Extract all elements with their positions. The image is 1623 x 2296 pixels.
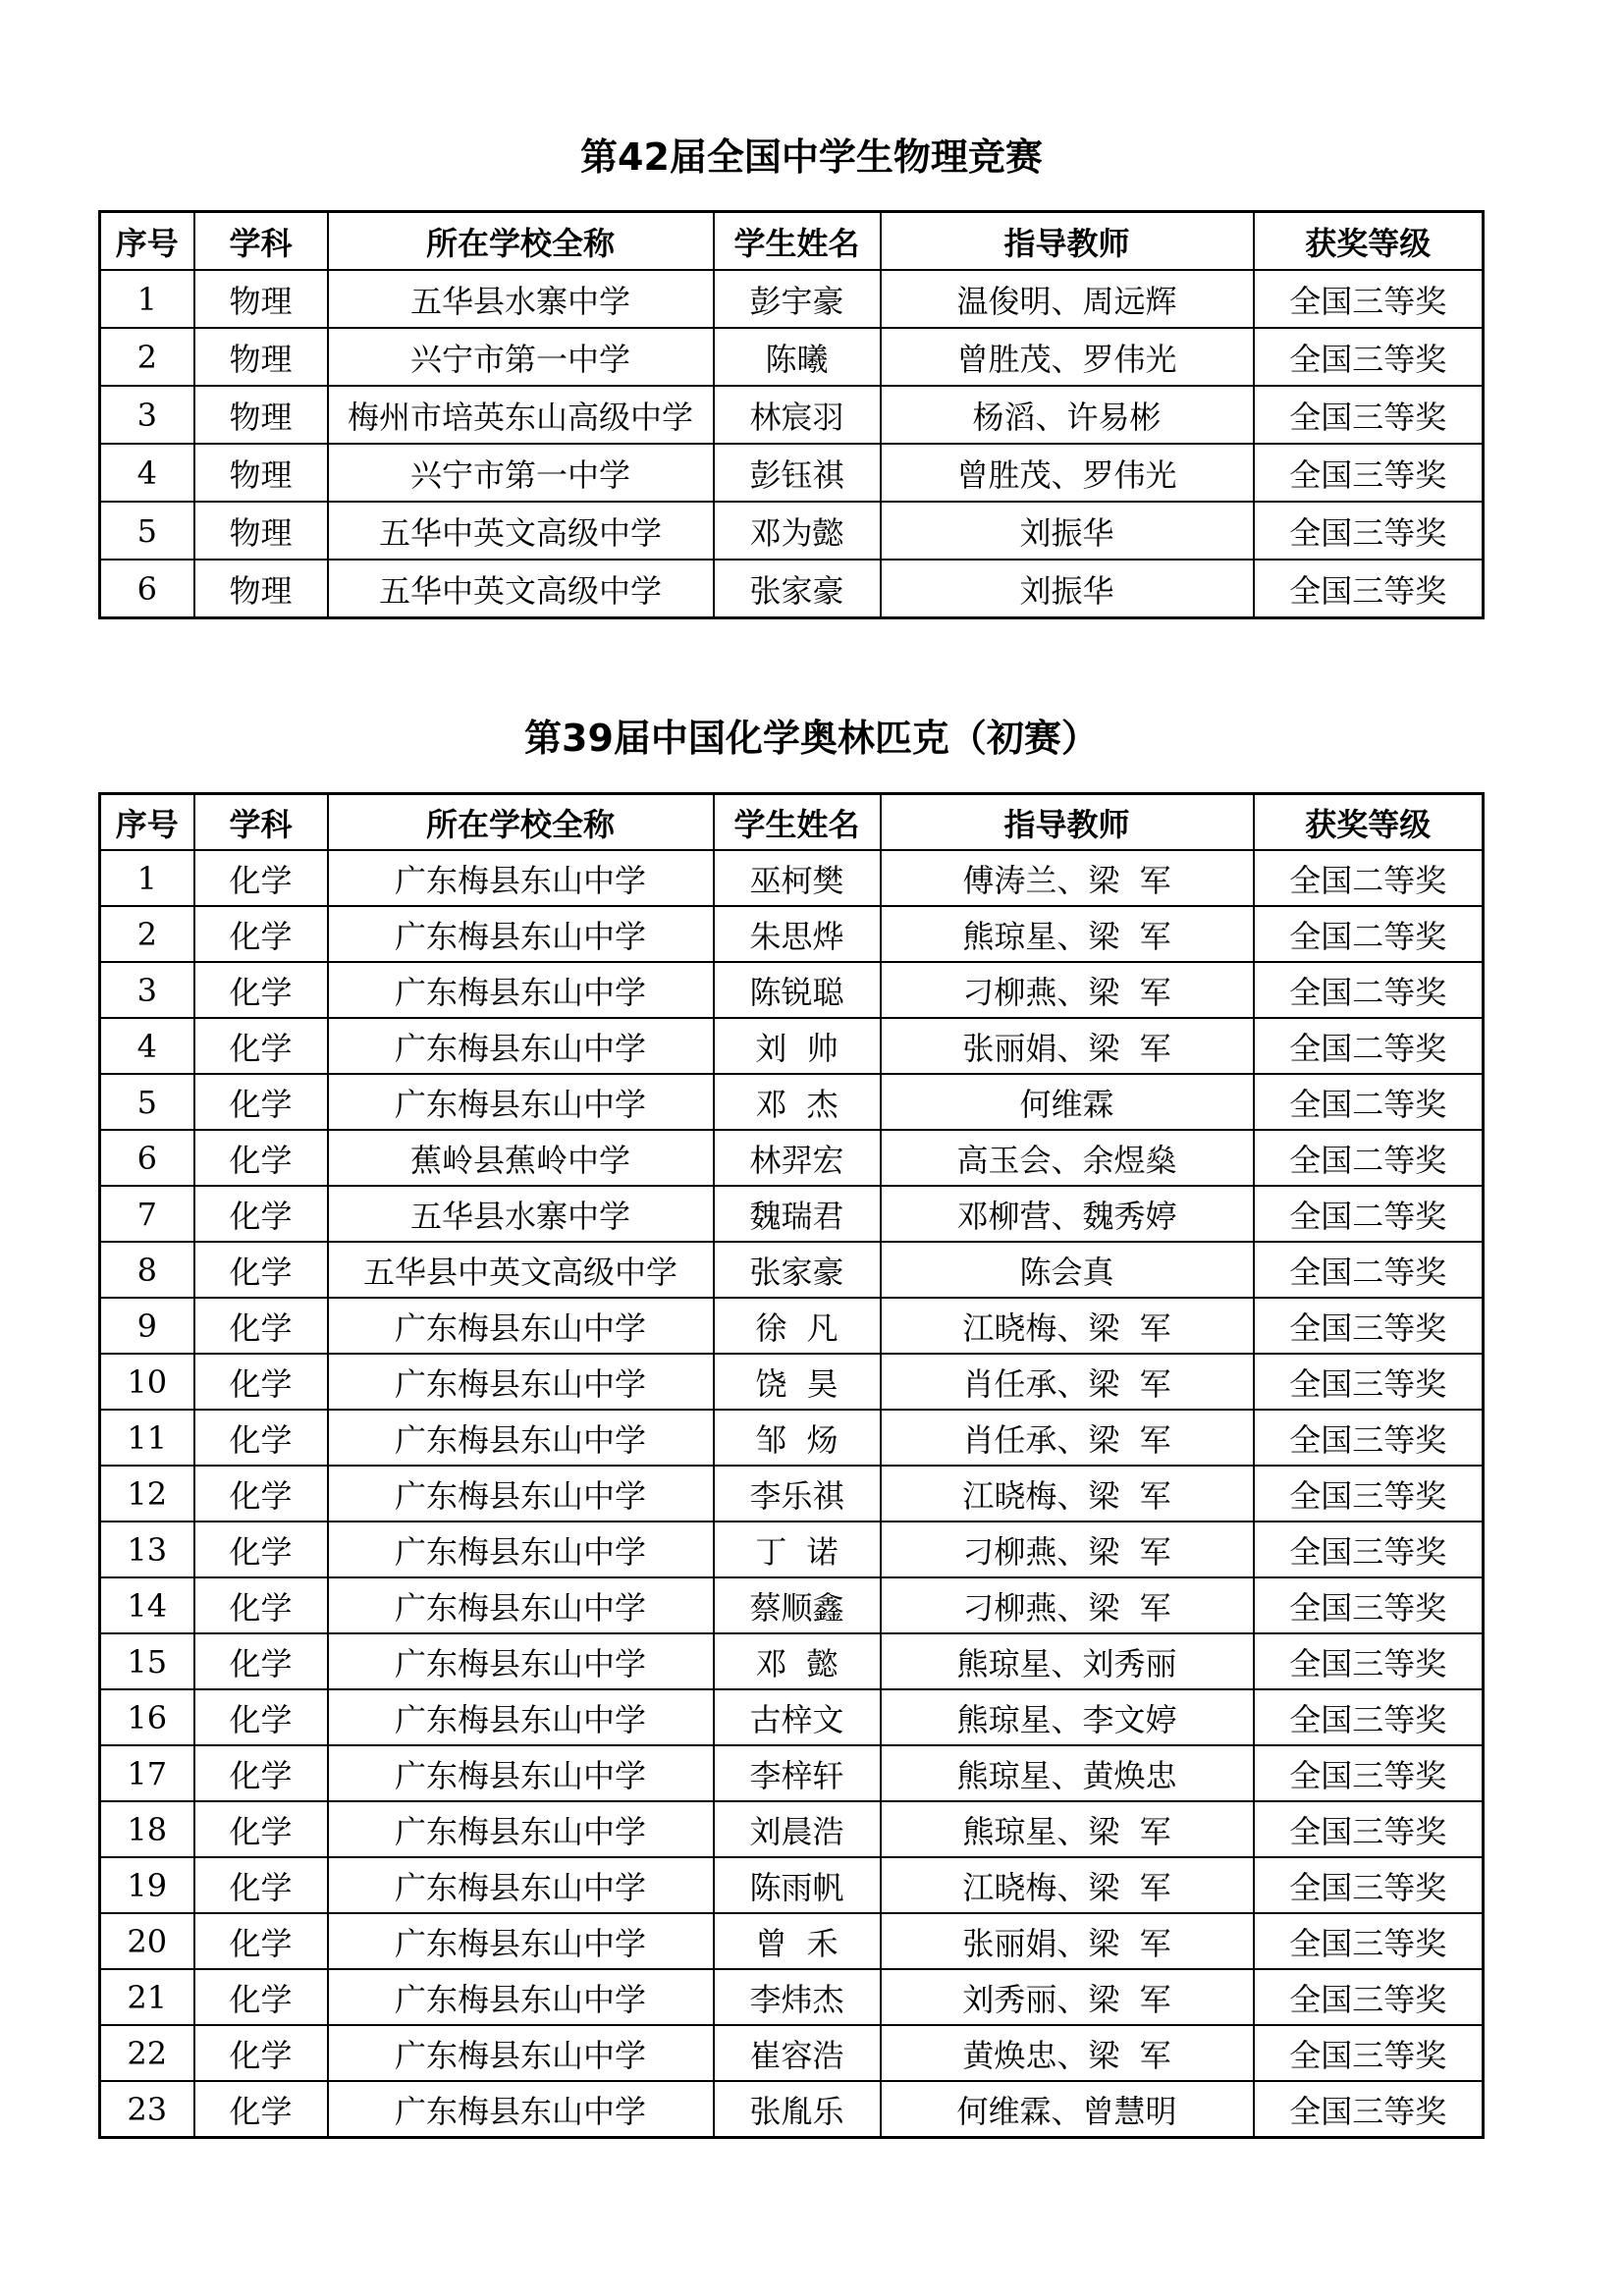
student-cell: 李乐祺 — [714, 1466, 881, 1522]
seq-cell: 5 — [100, 1074, 194, 1130]
award-cell: 全国二等奖 — [1254, 1242, 1484, 1298]
student-cell: 邓 杰 — [714, 1074, 881, 1130]
award-cell: 全国三等奖 — [1254, 1969, 1484, 2025]
school-cell: 五华中英文高级中学 — [328, 560, 714, 618]
student-cell: 蔡顺鑫 — [714, 1577, 881, 1633]
award-cell: 全国三等奖 — [1254, 1689, 1484, 1745]
school-cell: 广东梅县东山中学 — [328, 1018, 714, 1074]
table-row — [100, 1633, 1484, 1689]
school-cell: 广东梅县东山中学 — [328, 2081, 714, 2138]
student-cell: 林羿宏 — [714, 1130, 881, 1186]
subject-cell: 化学 — [194, 1913, 328, 1969]
school-cell: 广东梅县东山中学 — [328, 962, 714, 1018]
subject-cell: 化学 — [194, 1186, 328, 1242]
teacher-cell: 陈会真 — [881, 1242, 1254, 1298]
student-cell: 魏瑞君 — [714, 1186, 881, 1242]
subject-cell: 化学 — [194, 1745, 328, 1801]
award-cell: 全国三等奖 — [1254, 328, 1484, 386]
award-cell: 全国三等奖 — [1254, 1522, 1484, 1577]
table-header-row — [100, 212, 1484, 271]
student-cell: 刘 帅 — [714, 1018, 881, 1074]
school-cell: 广东梅县东山中学 — [328, 1074, 714, 1130]
award-cell: 全国三等奖 — [1254, 1466, 1484, 1522]
award-cell: 全国二等奖 — [1254, 906, 1484, 962]
subject-cell: 化学 — [194, 1298, 328, 1354]
teacher-cell: 刘秀丽、梁 军 — [881, 1969, 1254, 2025]
award-cell: 全国三等奖 — [1254, 2081, 1484, 2138]
table-row — [100, 1242, 1484, 1298]
subject-cell: 物理 — [194, 386, 328, 444]
school-cell: 五华县水寨中学 — [328, 1186, 714, 1242]
table-row — [100, 560, 1484, 618]
seq-cell: 11 — [100, 1410, 194, 1466]
teacher-cell: 江晓梅、梁 军 — [881, 1857, 1254, 1913]
subject-cell: 化学 — [194, 962, 328, 1018]
school-cell: 广东梅县东山中学 — [328, 906, 714, 962]
physics-title: 第42届全国中学生物理竞赛 — [580, 135, 1043, 179]
subject-cell: 化学 — [194, 906, 328, 962]
award-cell: 全国三等奖 — [1254, 444, 1484, 502]
school-header: 所在学校全称 — [328, 212, 714, 271]
teacher-cell: 温俊明、周远辉 — [881, 270, 1254, 328]
student-cell: 曾 禾 — [714, 1913, 881, 1969]
table-row — [100, 444, 1484, 502]
subject-cell: 物理 — [194, 502, 328, 560]
seq-cell: 6 — [100, 560, 194, 618]
seq-cell: 15 — [100, 1633, 194, 1689]
seq-header: 序号 — [100, 212, 194, 271]
seq-cell: 21 — [100, 1969, 194, 2025]
table-row — [100, 1801, 1484, 1857]
table-row — [100, 502, 1484, 560]
teacher-cell: 曾胜茂、罗伟光 — [881, 328, 1254, 386]
subject-cell: 化学 — [194, 1801, 328, 1857]
student-cell: 林宸羽 — [714, 386, 881, 444]
award-cell: 全国二等奖 — [1254, 1130, 1484, 1186]
seq-cell: 10 — [100, 1354, 194, 1410]
subject-cell: 化学 — [194, 1242, 328, 1298]
school-cell: 广东梅县东山中学 — [328, 1522, 714, 1577]
teacher-cell: 曾胜茂、罗伟光 — [881, 444, 1254, 502]
award-cell: 全国三等奖 — [1254, 2025, 1484, 2081]
school-cell: 广东梅县东山中学 — [328, 1913, 714, 1969]
seq-cell: 14 — [100, 1577, 194, 1633]
subject-cell: 化学 — [194, 1074, 328, 1130]
seq-header: 序号 — [100, 794, 194, 851]
school-cell: 广东梅县东山中学 — [328, 1689, 714, 1745]
award-cell: 全国三等奖 — [1254, 1857, 1484, 1913]
award-cell: 全国三等奖 — [1254, 1410, 1484, 1466]
subject-cell: 化学 — [194, 2081, 328, 2138]
table-row — [100, 2025, 1484, 2081]
school-cell: 蕉岭县蕉岭中学 — [328, 1130, 714, 1186]
award-header: 获奖等级 — [1254, 212, 1484, 271]
table-row — [100, 1018, 1484, 1074]
table-row — [100, 1298, 1484, 1354]
award-cell: 全国三等奖 — [1254, 1298, 1484, 1354]
school-cell: 广东梅县东山中学 — [328, 850, 714, 906]
seq-cell: 22 — [100, 2025, 194, 2081]
table-row — [100, 1745, 1484, 1801]
student-cell: 彭钰祺 — [714, 444, 881, 502]
school-cell: 广东梅县东山中学 — [328, 2025, 714, 2081]
teacher-cell: 傅涛兰、梁 军 — [881, 850, 1254, 906]
seq-cell: 2 — [100, 906, 194, 962]
seq-cell: 8 — [100, 1242, 194, 1298]
table-row — [100, 850, 1484, 906]
teacher-cell: 肖任承、梁 军 — [881, 1410, 1254, 1466]
student-cell: 李炜杰 — [714, 1969, 881, 2025]
teacher-cell: 刁柳燕、梁 军 — [881, 1522, 1254, 1577]
student-header: 学生姓名 — [714, 794, 881, 851]
school-cell: 广东梅县东山中学 — [328, 1857, 714, 1913]
seq-cell: 1 — [100, 270, 194, 328]
teacher-cell: 熊琼星、黄焕忠 — [881, 1745, 1254, 1801]
student-cell: 丁 诺 — [714, 1522, 881, 1577]
teacher-cell: 江晓梅、梁 军 — [881, 1466, 1254, 1522]
table-header-row — [100, 794, 1484, 851]
table-row — [100, 1186, 1484, 1242]
table-row — [100, 1466, 1484, 1522]
school-cell: 五华中英文高级中学 — [328, 502, 714, 560]
table-row — [100, 1857, 1484, 1913]
subject-cell: 化学 — [194, 1130, 328, 1186]
teacher-cell: 何维霖 — [881, 1074, 1254, 1130]
seq-cell: 5 — [100, 502, 194, 560]
seq-cell: 20 — [100, 1913, 194, 1969]
teacher-cell: 张丽娟、梁 军 — [881, 1913, 1254, 1969]
award-cell: 全国三等奖 — [1254, 560, 1484, 618]
student-cell: 陈雨帆 — [714, 1857, 881, 1913]
subject-cell: 化学 — [194, 2025, 328, 2081]
student-cell: 饶 昊 — [714, 1354, 881, 1410]
seq-cell: 23 — [100, 2081, 194, 2138]
teacher-cell: 熊琼星、梁 军 — [881, 1801, 1254, 1857]
seq-cell: 3 — [100, 962, 194, 1018]
student-cell: 李梓轩 — [714, 1745, 881, 1801]
table-row — [100, 906, 1484, 962]
seq-cell: 4 — [100, 1018, 194, 1074]
teacher-cell: 何维霖、曾慧明 — [881, 2081, 1254, 2138]
school-header: 所在学校全称 — [328, 794, 714, 851]
seq-cell: 13 — [100, 1522, 194, 1577]
award-cell: 全国二等奖 — [1254, 1018, 1484, 1074]
award-cell: 全国三等奖 — [1254, 1577, 1484, 1633]
seq-cell: 16 — [100, 1689, 194, 1745]
chemistry-title: 第39届中国化学奥林匹克（初赛） — [524, 717, 1099, 760]
seq-cell: 4 — [100, 444, 194, 502]
table-row — [100, 1689, 1484, 1745]
table-row — [100, 1074, 1484, 1130]
subject-cell: 化学 — [194, 1969, 328, 2025]
award-cell: 全国三等奖 — [1254, 502, 1484, 560]
seq-cell: 6 — [100, 1130, 194, 1186]
chemistry-award-table — [98, 792, 1485, 2139]
seq-cell: 12 — [100, 1466, 194, 1522]
teacher-cell: 刘振华 — [881, 502, 1254, 560]
teacher-cell: 张丽娟、梁 军 — [881, 1018, 1254, 1074]
subject-cell: 物理 — [194, 444, 328, 502]
award-cell: 全国三等奖 — [1254, 270, 1484, 328]
table-row — [100, 386, 1484, 444]
student-cell: 张家豪 — [714, 560, 881, 618]
award-cell: 全国三等奖 — [1254, 1801, 1484, 1857]
student-cell: 陈锐聪 — [714, 962, 881, 1018]
school-cell: 兴宁市第一中学 — [328, 444, 714, 502]
student-cell: 崔容浩 — [714, 2025, 881, 2081]
table-row — [100, 328, 1484, 386]
award-cell: 全国二等奖 — [1254, 1074, 1484, 1130]
teacher-cell: 肖任承、梁 军 — [881, 1354, 1254, 1410]
teacher-cell: 江晓梅、梁 军 — [881, 1298, 1254, 1354]
award-header: 获奖等级 — [1254, 794, 1484, 851]
award-cell: 全国三等奖 — [1254, 1633, 1484, 1689]
school-cell: 广东梅县东山中学 — [328, 1354, 714, 1410]
award-cell: 全国三等奖 — [1254, 1913, 1484, 1969]
school-cell: 广东梅县东山中学 — [328, 1466, 714, 1522]
student-cell: 张胤乐 — [714, 2081, 881, 2138]
table-row — [100, 1969, 1484, 2025]
award-cell: 全国三等奖 — [1254, 386, 1484, 444]
school-cell: 兴宁市第一中学 — [328, 328, 714, 386]
subject-cell: 化学 — [194, 1018, 328, 1074]
student-cell: 邓 懿 — [714, 1633, 881, 1689]
school-cell: 广东梅县东山中学 — [328, 1969, 714, 2025]
seq-cell: 7 — [100, 1186, 194, 1242]
teacher-cell: 杨滔、许易彬 — [881, 386, 1254, 444]
student-cell: 陈曦 — [714, 328, 881, 386]
school-cell: 广东梅县东山中学 — [328, 1801, 714, 1857]
school-cell: 五华县水寨中学 — [328, 270, 714, 328]
award-cell: 全国三等奖 — [1254, 1354, 1484, 1410]
school-cell: 广东梅县东山中学 — [328, 1577, 714, 1633]
school-cell: 广东梅县东山中学 — [328, 1298, 714, 1354]
subject-cell: 物理 — [194, 560, 328, 618]
seq-cell: 9 — [100, 1298, 194, 1354]
seq-cell: 19 — [100, 1857, 194, 1913]
teacher-cell: 刁柳燕、梁 军 — [881, 1577, 1254, 1633]
teacher-cell: 刁柳燕、梁 军 — [881, 962, 1254, 1018]
seq-cell: 17 — [100, 1745, 194, 1801]
seq-cell: 1 — [100, 850, 194, 906]
student-cell: 巫柯樊 — [714, 850, 881, 906]
subject-cell: 物理 — [194, 270, 328, 328]
teacher-cell: 熊琼星、刘秀丽 — [881, 1633, 1254, 1689]
subject-cell: 化学 — [194, 1689, 328, 1745]
student-cell: 邹 炀 — [714, 1410, 881, 1466]
student-cell: 邓为懿 — [714, 502, 881, 560]
award-cell: 全国二等奖 — [1254, 1186, 1484, 1242]
table-row — [100, 1522, 1484, 1577]
seq-cell: 2 — [100, 328, 194, 386]
student-cell: 彭宇豪 — [714, 270, 881, 328]
table-row — [100, 962, 1484, 1018]
student-cell: 朱思烨 — [714, 906, 881, 962]
teacher-cell: 黄焕忠、梁 军 — [881, 2025, 1254, 2081]
school-cell: 梅州市培英东山高级中学 — [328, 386, 714, 444]
subject-cell: 化学 — [194, 1633, 328, 1689]
teacher-header: 指导教师 — [881, 212, 1254, 271]
school-cell: 广东梅县东山中学 — [328, 1745, 714, 1801]
subject-cell: 物理 — [194, 328, 328, 386]
teacher-header: 指导教师 — [881, 794, 1254, 851]
teacher-cell: 邓柳营、魏秀婷 — [881, 1186, 1254, 1242]
teacher-cell: 刘振华 — [881, 560, 1254, 618]
table-row — [100, 1410, 1484, 1466]
subject-cell: 化学 — [194, 1410, 328, 1466]
seq-cell: 3 — [100, 386, 194, 444]
award-cell: 全国三等奖 — [1254, 1745, 1484, 1801]
subject-cell: 化学 — [194, 1466, 328, 1522]
table-row — [100, 1130, 1484, 1186]
school-cell: 广东梅县东山中学 — [328, 1633, 714, 1689]
subject-header: 学科 — [194, 212, 328, 271]
award-cell: 全国二等奖 — [1254, 962, 1484, 1018]
physics-award-table — [98, 210, 1485, 619]
teacher-cell: 熊琼星、李文婷 — [881, 1689, 1254, 1745]
table-row — [100, 1577, 1484, 1633]
teacher-cell: 高玉会、余煜燊 — [881, 1130, 1254, 1186]
table-row — [100, 2081, 1484, 2138]
subject-cell: 化学 — [194, 1857, 328, 1913]
subject-cell: 化学 — [194, 1577, 328, 1633]
subject-cell: 化学 — [194, 1522, 328, 1577]
school-cell: 广东梅县东山中学 — [328, 1410, 714, 1466]
student-cell: 张家豪 — [714, 1242, 881, 1298]
subject-cell: 化学 — [194, 850, 328, 906]
subject-cell: 化学 — [194, 1354, 328, 1410]
student-cell: 刘晨浩 — [714, 1801, 881, 1857]
table-row — [100, 270, 1484, 328]
student-cell: 古梓文 — [714, 1689, 881, 1745]
award-cell: 全国二等奖 — [1254, 850, 1484, 906]
school-cell: 五华县中英文高级中学 — [328, 1242, 714, 1298]
subject-header: 学科 — [194, 794, 328, 851]
teacher-cell: 熊琼星、梁 军 — [881, 906, 1254, 962]
seq-cell: 18 — [100, 1801, 194, 1857]
student-header: 学生姓名 — [714, 212, 881, 271]
student-cell: 徐 凡 — [714, 1298, 881, 1354]
table-row — [100, 1354, 1484, 1410]
table-row — [100, 1913, 1484, 1969]
